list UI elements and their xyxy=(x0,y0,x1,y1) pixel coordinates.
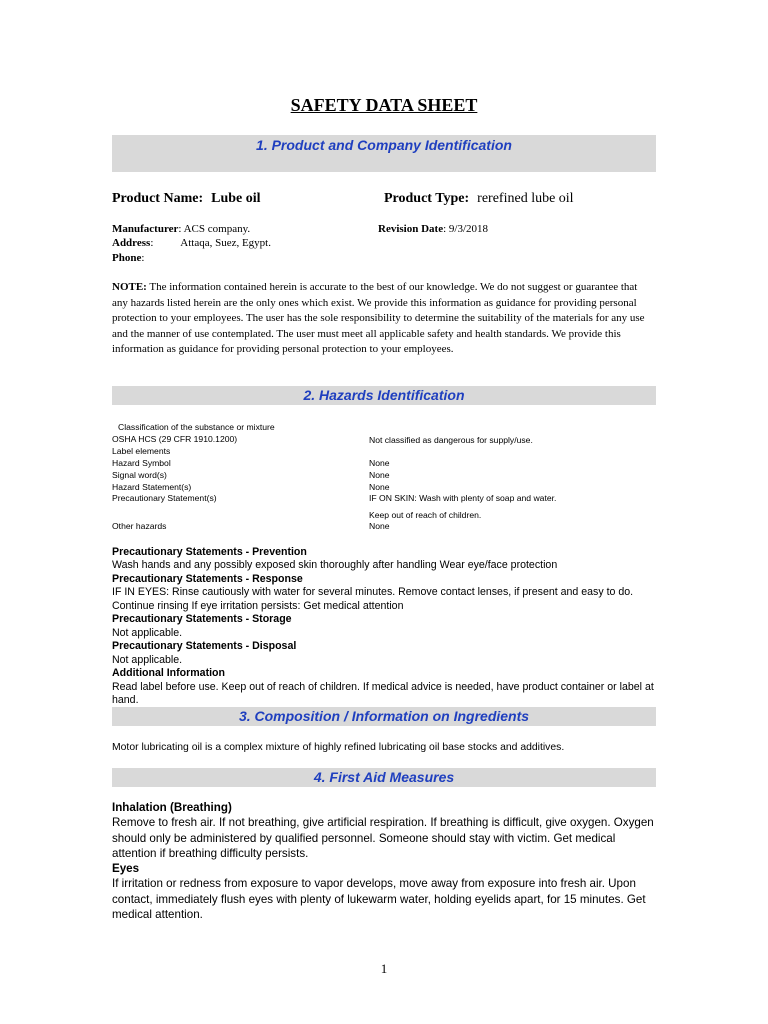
hazard-symbol-label: Hazard Symbol xyxy=(112,458,171,468)
revision-date-value: : 9/3/2018 xyxy=(443,223,488,235)
section-4-heading: 4. First Aid Measures xyxy=(112,768,656,787)
eyes-heading: Eyes xyxy=(112,862,140,876)
eyes-text: If irritation or redness from exposure to vapor develops, move away from exposure into fresh air. Upon contact, immediately flush eyes with plenty of lukewarm water, holding eyelids apart, for 15 minutes. Get medical attention. xyxy=(112,877,646,922)
note-paragraph xyxy=(112,280,652,358)
product-type-label: Product Type: xyxy=(384,191,470,206)
manufacturer-value: : ACS company. xyxy=(178,223,251,235)
note-text: The information contained herein is accurate to the best of our knowledge. We do not suggest or guarantee that any hazards listed herein are the only ones which exist. We provide this information as guidance for providing personal protection to your employees. The user has the sole responsibility to determine the suitability of the materials for any use and the manner of use contemplated. The user must meet all applicable safety and health standards. We provide this information as guidance for providing personal protection to your employees. xyxy=(112,281,645,356)
phone xyxy=(112,252,144,264)
product-name-value: Lube oil xyxy=(211,191,261,206)
inhalation-heading: Inhalation (Breathing) xyxy=(112,801,232,814)
address-value: : Attaqa, Suez, Egypt. xyxy=(150,237,271,249)
additional-information-heading: Additional Information xyxy=(112,667,225,680)
response-heading: Precautionary Statements - Response xyxy=(112,572,303,585)
manufacturer-label: Manufacturer xyxy=(112,223,179,235)
revision-date-label: Revision Date xyxy=(378,223,444,235)
hazard-statement-value: None xyxy=(369,482,390,492)
section-2-heading: 2. Hazards Identification xyxy=(112,386,656,405)
revision-date xyxy=(378,223,488,235)
label-elements: Label elements xyxy=(112,446,171,456)
address xyxy=(112,237,271,249)
address-label: Address xyxy=(112,237,151,249)
osha-value: Not classified as dangerous for supply/use. xyxy=(369,435,533,445)
osha-label: OSHA HCS (29 CFR 1910.1200) xyxy=(112,434,238,444)
signal-word-value: None xyxy=(369,470,390,480)
storage-text: Not applicable. xyxy=(112,626,183,639)
prevention-text: Wash hands and any possibly exposed skin thoroughly after handling Wear eye/face protection xyxy=(112,559,558,572)
additional-information-text: Read label before use. Keep out of reach of children. If medical advice is needed, have product container or label at hand. xyxy=(112,680,654,706)
disposal-heading: Precautionary Statements - Disposal xyxy=(112,640,297,653)
note-label: NOTE: xyxy=(112,281,147,293)
inhalation-text: Remove to fresh air. If not breathing, give artificial respiration. If breathing is difficult, give oxygen. Oxygen should only be administered by qualified personnel. Someone should stay with victim. Get medical attention if breathing difficulty persists. xyxy=(112,816,654,860)
classification-heading: Classification of the substance or mixture xyxy=(118,422,275,432)
precautionary-statement-value-2: Keep out of reach of children. xyxy=(369,510,482,520)
precautionary-statements-block xyxy=(112,546,657,707)
other-hazards-label: Other hazards xyxy=(112,521,167,531)
response-text: IF IN EYES: Rinse cautiously with water for several minutes. Remove contact lenses, if present and easy to do. Continue rinsing If eye irritation persists: Get medical attention xyxy=(112,586,634,612)
precautionary-statement-label: Precautionary Statement(s) xyxy=(112,493,217,503)
document-title: SAFETY DATA SHEET xyxy=(290,95,478,115)
composition-text: Motor lubricating oil is a complex mixture of highly refined lubricating oil base stocks and additives. xyxy=(112,742,565,753)
product-name-label: Product Name: xyxy=(112,191,204,206)
hazard-symbol-value: None xyxy=(369,458,390,468)
page-number: 1 xyxy=(380,961,388,976)
disposal-text: Not applicable. xyxy=(112,653,183,666)
storage-heading: Precautionary Statements - Storage xyxy=(112,613,292,626)
product-name xyxy=(112,189,261,207)
phone-value: : xyxy=(141,252,145,264)
product-type-value: rerefined lube oil xyxy=(477,191,574,206)
product-type xyxy=(384,189,574,207)
manufacturer xyxy=(112,223,250,235)
section-3-heading: 3. Composition / Information on Ingredients xyxy=(112,707,656,726)
hazard-statement-label: Hazard Statement(s) xyxy=(112,482,192,492)
first-aid-block xyxy=(112,800,657,922)
other-hazards-value: None xyxy=(369,521,390,531)
signal-word-label: Signal word(s) xyxy=(112,470,167,480)
section-1-heading: 1. Product and Company Identification xyxy=(112,135,656,172)
phone-label: Phone xyxy=(112,252,142,264)
precautionary-statement-value: IF ON SKIN: Wash with plenty of soap and water. xyxy=(369,493,557,503)
prevention-heading: Precautionary Statements - Prevention xyxy=(112,546,307,558)
